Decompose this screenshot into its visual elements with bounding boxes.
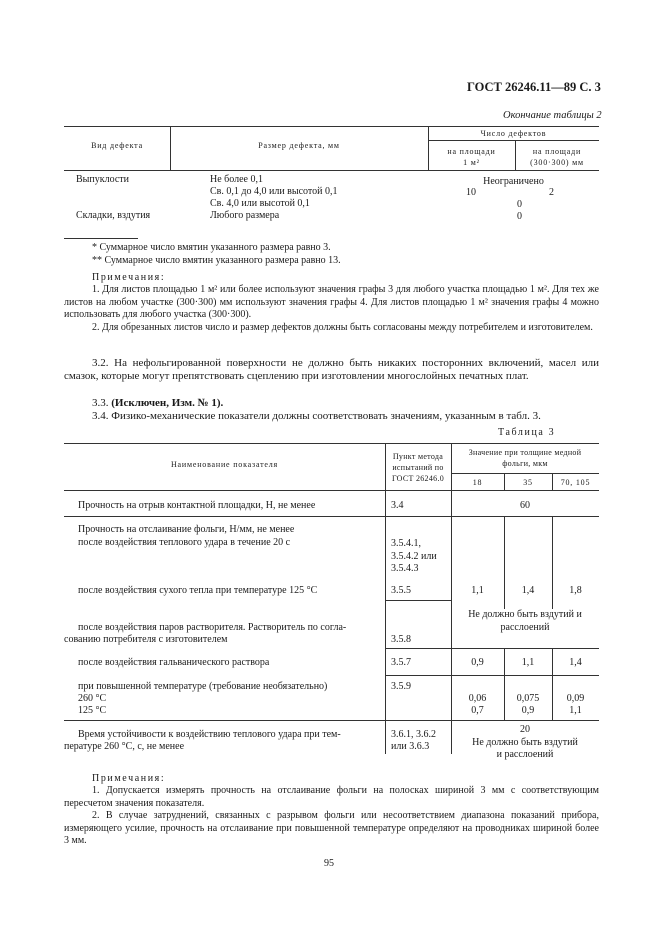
note-item: 1. Допускается измерять прочность на отслаивание фольги на полосках шириной 3 мм с соответствующим пересчетом значения показателя.: [64, 785, 599, 809]
footnote: ** Суммарное число вмятин указанного размера равно 13.: [92, 255, 341, 266]
t3-row-value: 0,09 1,1: [566, 693, 585, 716]
t3-row-name: 260 °С: [78, 693, 107, 704]
footnote: * Суммарное число вмятин указанного размера равно 3.: [92, 242, 331, 253]
t3-row-method: 3.5.8: [391, 634, 411, 645]
t3-row-name: после воздействия сухого тепла при температуре 125 °С: [78, 585, 318, 596]
notes1-title: Примечания:: [92, 272, 166, 283]
t3-col-18: 18: [472, 478, 483, 487]
notes2-body: [64, 785, 599, 848]
t3-row-method: 3.4: [391, 500, 404, 511]
t2-col-defect-size: Размер дефекта, мм: [258, 141, 340, 150]
table3-caption: Таблица 3: [498, 427, 556, 438]
t3-row-method: 3.5.4.1, 3.5.4.2 или 3.5.4.3: [391, 538, 437, 574]
t2-row-type: Выпуклости: [76, 174, 129, 185]
t2-col-defect-type: Вид дефекта: [91, 141, 143, 150]
t2-row-value: 10: [466, 187, 476, 198]
t2-row-value: 2: [549, 187, 554, 198]
notes2-title: Примечания:: [92, 773, 166, 784]
t3-row-value: 0,075 0,9: [516, 693, 540, 716]
t3-row-name: после воздействия теплового удара в течение 20 с: [78, 537, 291, 548]
paragraph-3-2: 3.2. На нефольгированной поверхности не должно быть никаких посторонних включений, масел или смазок, которые могут препятствовать сцеплению при изготовлении многослойных печатных плат.: [64, 357, 599, 382]
t3-row-method: 3.5.9: [391, 681, 411, 692]
t3-row-value: Не должно быть вздутий и расслоений: [468, 609, 582, 633]
footnote-separator: [64, 238, 138, 239]
t3-row-value: 0,06 0,7: [468, 693, 487, 716]
t3-row-name: при повышенной температуре (требование необязательно): [78, 681, 328, 692]
t3-row-value: 1,4: [521, 585, 535, 596]
t3-row-name: после воздействия гальванического раствора: [78, 657, 270, 668]
t3-row-name: после воздействия паров растворителя. Растворитель по согла-: [78, 622, 347, 633]
t3-row-name: 125 °С: [78, 705, 107, 716]
t3-row-value: 0,9: [471, 657, 484, 668]
t2-row-size: Любого размера: [210, 210, 280, 221]
t3-row-method: 3.5.5: [391, 585, 411, 596]
t2-col-area1: на площади 1 м²: [447, 147, 496, 167]
t3-row-name: сованию потребителя с изготовителем: [64, 634, 228, 645]
t2-row-size: Св. 0,1 до 4,0 или высотой 0,1: [210, 186, 338, 197]
t3-row-method: 3.6.1, 3.6.2 или 3.6.3: [391, 729, 436, 752]
t2-row-size: Не более 0,1: [210, 174, 263, 185]
note-item: 2. В случае затруднений, связанных с разрывом фольги или несоответствием диапазона показаний прибора, измеряющего усилие, прочность на отслаивание при повышенной температуре определяют на проводниках шириной более 3 мм.: [64, 810, 599, 846]
t3-col-name: Наименование показателя: [170, 460, 279, 469]
t2-row-type: Складки, вздутия: [76, 210, 151, 221]
t3-col-70: 70, 105: [560, 478, 591, 487]
t3-row-name: Прочность на отслаивание фольги, Н/мм, не менее: [78, 524, 295, 535]
t2-row-value: 0: [517, 211, 522, 222]
t3-col-35: 35: [523, 478, 533, 487]
t2-col-area2: на площади (300·300) мм: [530, 147, 584, 167]
t3-col-value: Значение при толщине медной фольги, мкм: [468, 448, 582, 468]
t3-row-name: пературе 260 °С, с, не менее: [64, 741, 185, 752]
document-header: ГОСТ 26246.11—89 С. 3: [467, 80, 601, 94]
t3-row-value: 60: [520, 500, 530, 511]
paragraph-3-4: 3.4. Физико-механические показатели должны соответствовать значениям, указанным в табл. 3.: [92, 410, 541, 422]
t2-row-value: 0: [517, 199, 522, 210]
t3-row-value: 1,1: [521, 657, 535, 668]
t2-row-size: Св. 4,0 или высотой 0,1: [210, 198, 310, 209]
page-number: 95: [324, 858, 334, 869]
t3-row-value: 20 Не должно быть вздутий и расслоений: [472, 724, 578, 760]
t2-row-value: Неограничено: [483, 176, 544, 187]
t3-row-value: 1,8: [569, 585, 582, 596]
t3-row-value: 1,4: [569, 657, 582, 668]
t3-row-name: Прочность на отрыв контактной площадки, Н, не менее: [78, 500, 316, 511]
notes1-body: [64, 284, 599, 334]
note-item: 1. Для листов площадью 1 м² или более используют значения графы 3 для любого участка площадью 1 м². Для тех же листов на любом участке (300·300) мм используют значения графы 4. Для листов площадью 1 м² значения графы 4 можно использовать для любого участка (300·300).: [64, 284, 599, 320]
t3-row-value: 1,1: [471, 585, 484, 596]
paragraph-3-3: 3.3. (Исключен, Изм. № 1).: [92, 397, 224, 409]
note-item: 2. Для обрезанных листов число и размер дефектов должны быть согласованы между потребителем и изготовителем.: [92, 321, 593, 333]
t3-row-method: 3.5.7: [391, 657, 411, 668]
t2-col-count: Число дефектов: [480, 129, 547, 138]
t3-col-method: Пункт метода испытаний по ГОСТ 26246.0: [391, 452, 445, 483]
table2-caption: Окончание таблицы 2: [503, 110, 602, 121]
t3-row-name: Время устойчивости к воздействию теплового удара при тем-: [78, 729, 341, 740]
